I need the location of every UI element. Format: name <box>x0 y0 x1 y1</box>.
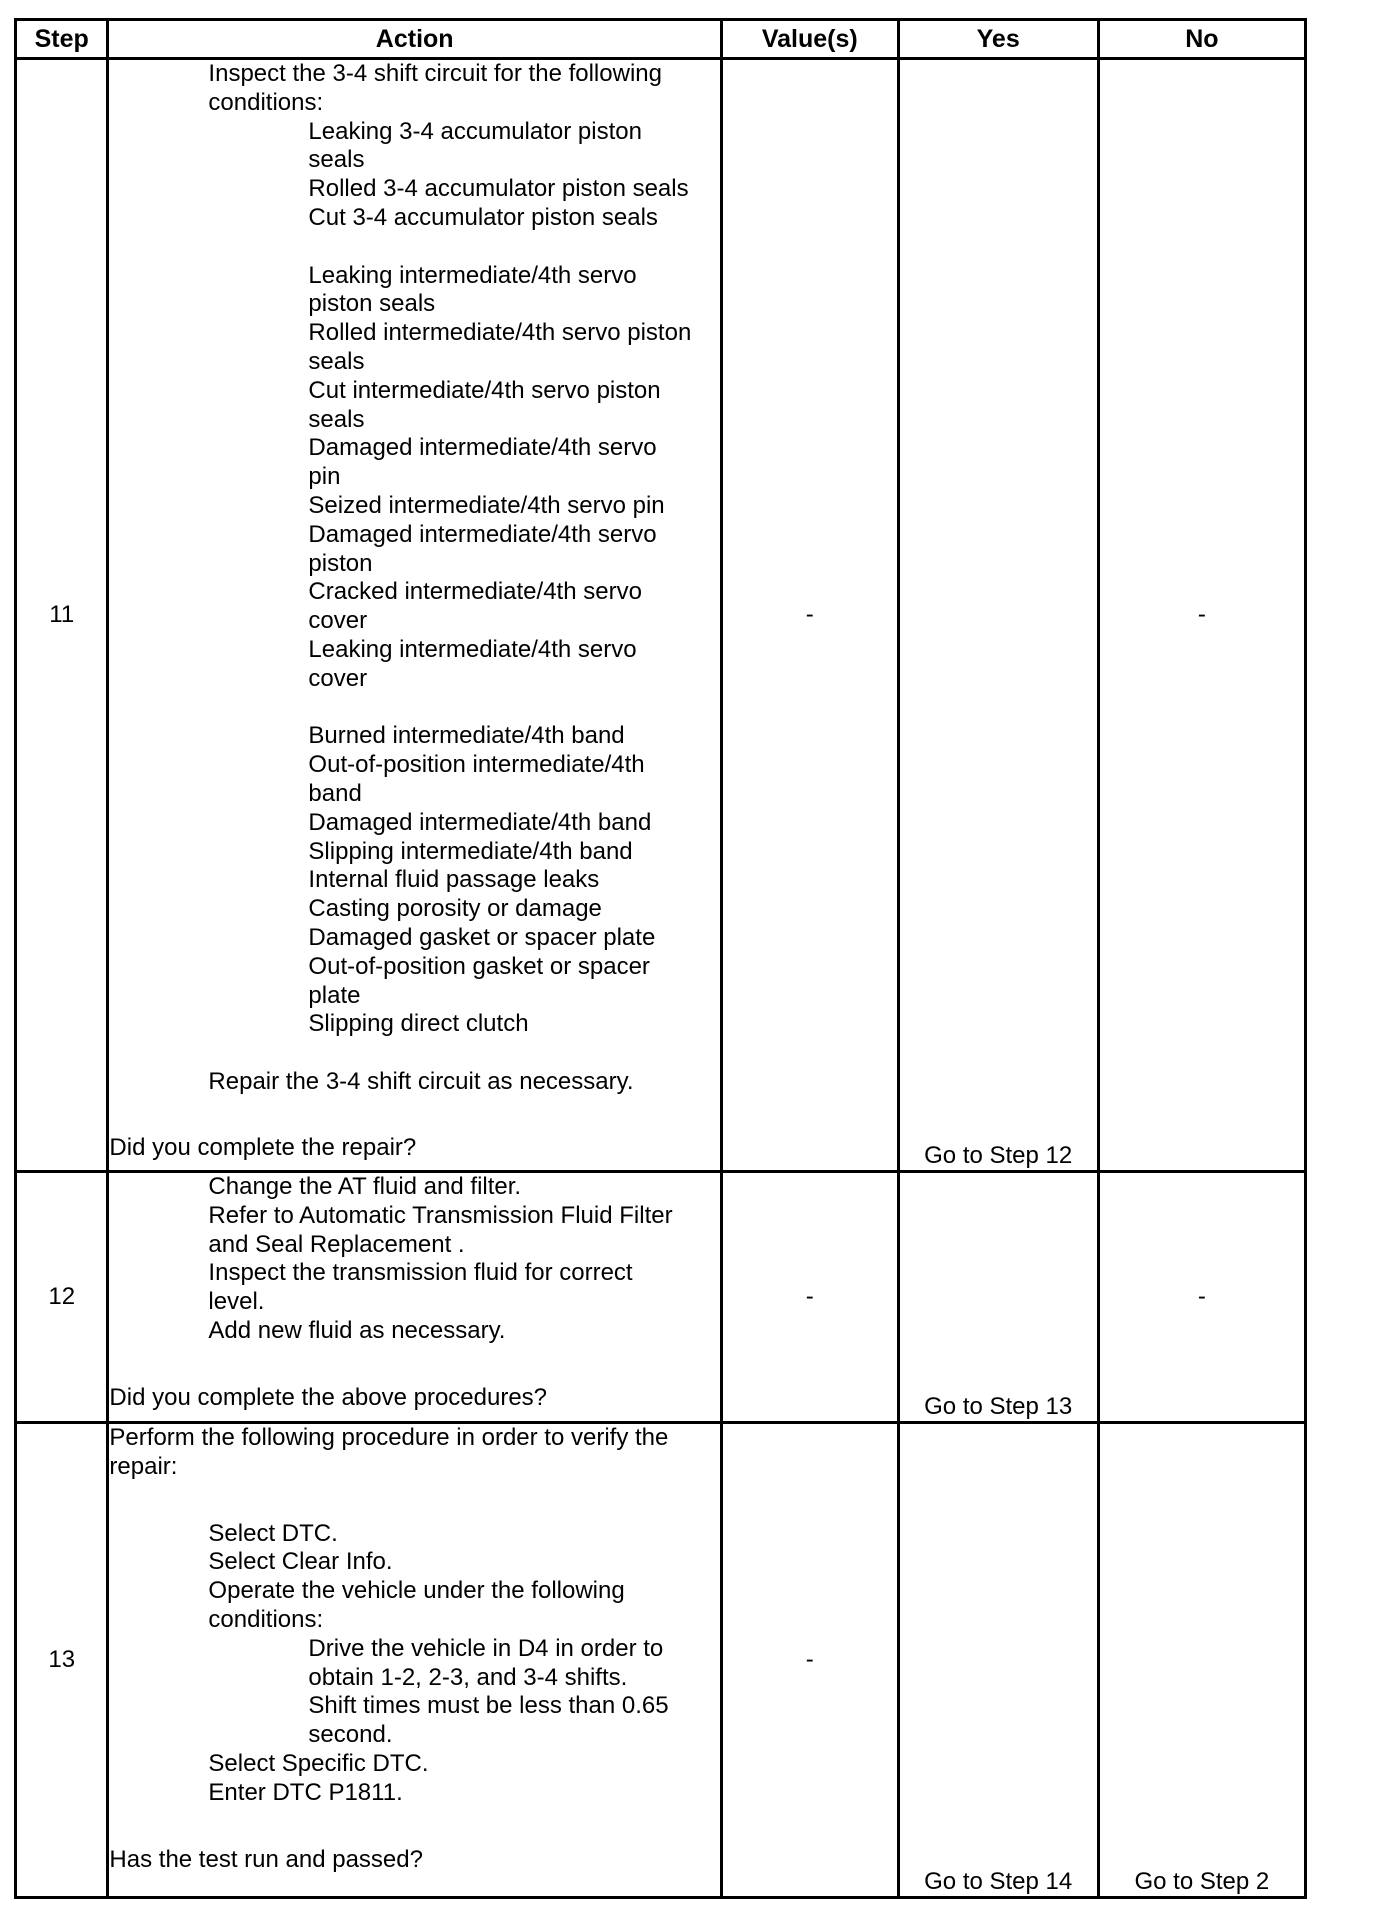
header-values: Value(s) <box>721 20 898 59</box>
list-item: Cut intermediate/4th servo piston seals <box>308 376 661 433</box>
intro-text: Perform the following procedure in order to verify the repair: <box>109 1424 669 1480</box>
value-cell: - <box>721 59 898 1172</box>
header-no: No <box>1098 20 1305 59</box>
no-cell: - <box>1098 59 1305 1172</box>
repair-instruction: Repair the 3-4 shift circuit as necessary. <box>208 1067 634 1095</box>
list-item: Damaged intermediate/4th band <box>308 808 652 836</box>
procedure-table <box>14 18 1307 1899</box>
list-item: level. <box>208 1288 265 1316</box>
list-item: Leaking intermediate/4th servo piston seals <box>308 261 637 318</box>
yes-cell: Go to Step 13 <box>898 1172 1098 1423</box>
list-item: Leaking intermediate/4th servo cover <box>308 635 637 692</box>
step-number: 12 <box>16 1172 108 1423</box>
list-item: Internal fluid passage leaks <box>308 866 600 894</box>
condition-list-band <box>109 722 720 1039</box>
instruction-list <box>109 1173 720 1346</box>
condition-list-servo <box>109 262 720 694</box>
list-item: Rolled 3-4 accumulator piston seals <box>308 175 689 203</box>
list-item: Leaking 3-4 accumulator piston seals <box>308 117 642 174</box>
question-text: Has the test run and passed? <box>109 1845 423 1873</box>
list-item: Select DTC. <box>208 1519 338 1547</box>
header-row <box>16 20 1306 59</box>
action-cell <box>108 1172 722 1423</box>
list-item: Out-of-position intermediate/4th band <box>308 751 645 807</box>
list-item: Add new fluid as necessary. <box>208 1316 506 1344</box>
driving-conditions <box>109 1635 720 1750</box>
condition-list-accumulator <box>109 118 720 233</box>
header-step: Step <box>16 20 108 59</box>
list-item: Refer to Automatic Transmission Fluid Filter <box>208 1201 673 1229</box>
yes-cell: Go to Step 12 <box>898 59 1098 1172</box>
list-item: Cracked intermediate/4th servo cover <box>308 578 642 635</box>
table-row-step-13 <box>16 1423 1306 1898</box>
table-row-step-12 <box>16 1172 1306 1423</box>
action-cell <box>108 1423 722 1898</box>
yes-cell: Go to Step 14 <box>898 1423 1098 1898</box>
no-cell: Go to Step 2 <box>1098 1423 1305 1898</box>
list-item: Damaged intermediate/4th servo piston <box>308 520 657 577</box>
list-item: Operate the vehicle under the following conditions: <box>208 1577 625 1633</box>
table-row-step-11 <box>16 59 1306 1172</box>
procedure-steps-final <box>109 1750 720 1808</box>
list-item: Damaged gasket or spacer plate <box>308 923 656 951</box>
list-item: Slipping intermediate/4th band <box>308 837 633 865</box>
list-item: Enter DTC P1811. <box>208 1778 403 1806</box>
step-number: 11 <box>16 59 108 1172</box>
intro-text: Inspect the 3-4 shift circuit for the following conditions: <box>208 60 662 116</box>
action-cell <box>108 59 722 1172</box>
list-item: Change the AT fluid and filter. <box>208 1173 522 1200</box>
step-number: 13 <box>16 1423 108 1898</box>
list-item: and Seal Replacement . <box>208 1230 465 1258</box>
list-item: Select Specific DTC. <box>208 1749 429 1777</box>
list-item: Select Clear Info. <box>208 1548 393 1576</box>
question-text: Did you complete the above procedures? <box>109 1383 548 1411</box>
list-item: Drive the vehicle in D4 in order to obtain 1-2, 2-3, and 3-4 shifts. <box>308 1634 664 1691</box>
value-cell: - <box>721 1172 898 1423</box>
no-cell: - <box>1098 1172 1305 1423</box>
list-item: Shift times must be less than 0.65 second. <box>308 1692 669 1749</box>
value-cell: - <box>721 1423 898 1898</box>
procedure-steps <box>109 1520 720 1635</box>
list-item: Damaged intermediate/4th servo pin <box>308 434 657 491</box>
question-text: Did you complete the repair? <box>109 1133 417 1161</box>
list-item: Burned intermediate/4th band <box>308 722 625 750</box>
list-item: Inspect the transmission fluid for correct <box>208 1259 633 1287</box>
list-item: Casting porosity or damage <box>308 895 602 923</box>
list-item: Slipping direct clutch <box>308 1010 529 1038</box>
header-yes: Yes <box>898 20 1098 59</box>
list-item: Rolled intermediate/4th servo piston seals <box>308 319 692 375</box>
header-action: Action <box>108 20 722 59</box>
list-item: Out-of-position gasket or spacer plate <box>308 952 650 1009</box>
list-item: Cut 3-4 accumulator piston seals <box>308 203 658 231</box>
list-item: Seized intermediate/4th servo pin <box>308 491 665 519</box>
